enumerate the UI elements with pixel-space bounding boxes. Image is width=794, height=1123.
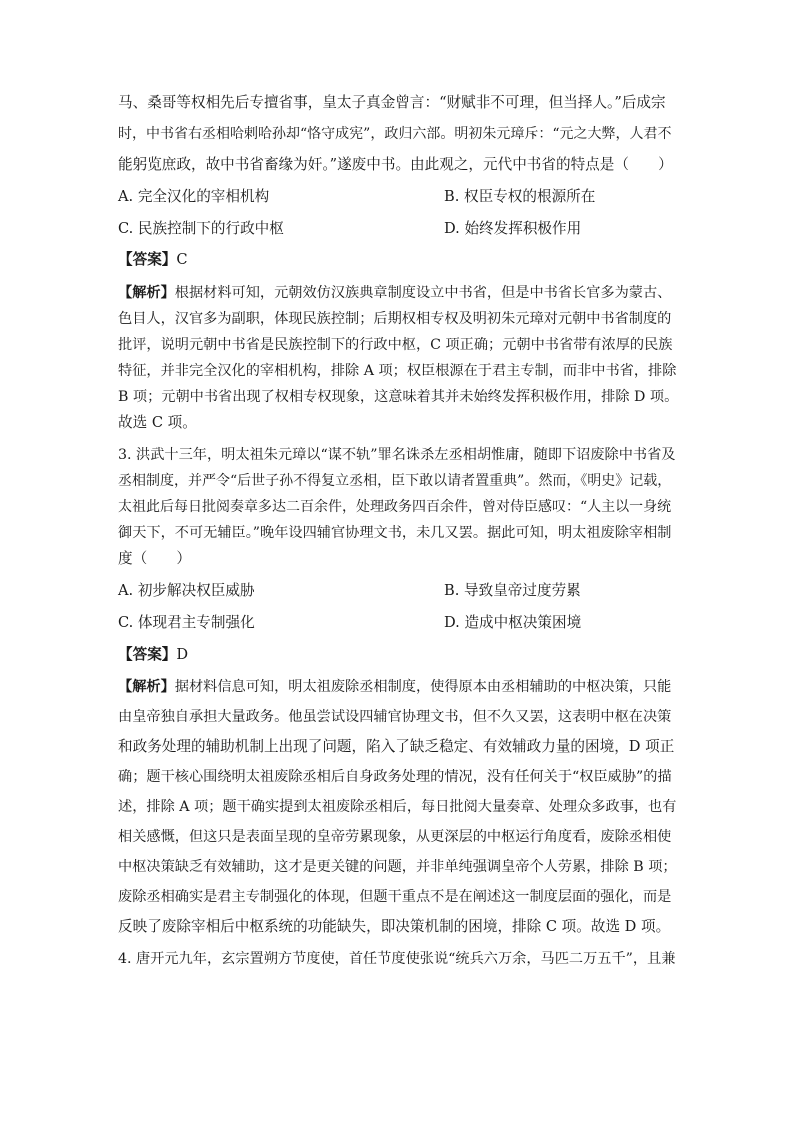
q2-answer bbox=[118, 249, 188, 271]
q2-analysis-line-6: 故选 C 项。 bbox=[118, 414, 197, 431]
q3-analysis-line-9: 反映了废除宰相后中枢系统的功能缺失，即决策机制的困境，排除 C 项。故选 D 项。 bbox=[118, 918, 671, 935]
q3-stem-line-1: 3. 洪武十三年，明太祖朱元璋以“谋不轨”罪名诛杀左丞相胡惟庸，随即下诏废除中书省及 bbox=[118, 447, 676, 463]
q3-stem-line-5: 度（ ） bbox=[118, 550, 191, 567]
answer-value: D bbox=[176, 646, 189, 663]
analysis-tag: 【解析】 bbox=[118, 679, 175, 695]
q2-option-c: C. 民族控制下的行政中枢 bbox=[118, 220, 284, 237]
q2-option-a: A. 完全汉化的宰相机构 bbox=[118, 188, 270, 205]
analysis-text: 据材料信息可知，明太祖废除丞相制度，使得原本由丞相辅助的中枢决策，只能 bbox=[174, 679, 672, 695]
q2-stem-line-1: 马、桑哥等权相先后专擅省事，皇太子真金曾言：“财赋非不可理，但当择人。”后成宗 bbox=[118, 94, 666, 111]
q3-option-d: D. 造成中枢决策困境 bbox=[444, 614, 582, 631]
q2-option-d: D. 始终发挥积极作用 bbox=[444, 220, 582, 237]
q3-answer bbox=[118, 644, 188, 666]
q3-analysis-line-3: 和政务处理的辅助机制上出现了问题，陷入了缺乏稳定、有效辅政力量的困境，D 项正 bbox=[118, 738, 675, 755]
q2-analysis-line-2: 色目人，汉官多为副职，体现民族控制；后期权相专权及明初朱元璋对元朝中书省制度的 bbox=[118, 311, 672, 327]
q2-analysis-line-5: B 项；元朝中书省出现了权相专权现象，这意味着其并未始终发挥积极作用，排除 D 项。 bbox=[118, 389, 679, 405]
q3-stem-line-4: 御天下，不可无辅臣。”晚年设四辅官协理文书，未几又罢。据此可知，明太祖废除宰相制 bbox=[118, 525, 672, 541]
q3-option-b: B. 导致皇帝过度劳累 bbox=[444, 582, 581, 599]
q2-option-b: B. 权臣专权的根源所在 bbox=[444, 188, 596, 205]
q2-analysis-line-1 bbox=[118, 282, 671, 304]
q3-option-c: C. 体现君主专制强化 bbox=[118, 614, 255, 631]
answer-value: C bbox=[176, 251, 188, 268]
q3-analysis-line-4: 确；题干核心围绕明太祖废除丞相后自身政务处理的情况，没有任何关于“权臣威胁”的描 bbox=[118, 769, 672, 785]
q3-analysis-line-2: 由皇帝独自承担大量政务。他虽尝试设四辅官协理文书，但不久又罢，这表明中枢在决策 bbox=[118, 709, 672, 725]
q4-stem-line-1: 4. 唐开元九年，玄宗置朔方节度使，首任节度使张说“统兵六万余，马匹二万五千”，且兼 bbox=[118, 951, 676, 967]
analysis-text: 根据材料可知，元朝效仿汉族典章制度设立中书省，但是中书省长官多为蒙古、 bbox=[174, 285, 672, 301]
q3-analysis-line-6: 相关感慨，但这只是表面呈现的皇帝劳累现象，从更深层的中枢运行角度看，废除丞相使 bbox=[118, 829, 672, 845]
q3-option-a: A. 初步解决权臣威胁 bbox=[118, 582, 255, 599]
q3-stem-line-3: 太祖此后每日批阅奏章多达二百余件，处理政务四百余件，曾对侍臣感叹：“人主以一身统 bbox=[118, 499, 672, 515]
q2-stem-line-3: 能躬览庶政，故中书省畜缘为奸。”遂废中书。由此观之，元代中书省的特点是（ ） bbox=[118, 156, 673, 173]
q3-analysis-line-7: 中枢决策缺乏有效辅助，这才是更关键的问题，并非单纯强调皇帝个人劳累，排除 B 项； bbox=[118, 859, 677, 875]
q3-analysis-line-8: 废除丞相确实是君主专制强化的体现，但题干重点不是在阐述这一制度层面的强化，而是 bbox=[118, 889, 672, 905]
answer-tag: 【答案】 bbox=[118, 646, 177, 663]
q3-analysis-line-5: 述，排除 A 项；题干确实提到太祖废除丞相后，每日批阅大量奏章、处理众多政事，也有 bbox=[118, 799, 677, 815]
q3-stem-line-2: 丞相制度，并严令“后世子孙不得复立丞相，臣下敢以请者置重典”。然而，《明史》记载， bbox=[118, 473, 672, 489]
q3-analysis-line-1 bbox=[118, 676, 671, 698]
analysis-tag: 【解析】 bbox=[118, 285, 175, 301]
answer-tag: 【答案】 bbox=[118, 251, 177, 268]
q2-stem-line-2: 时，中书省右丞相哈剌哈孙却“恪守成宪”，政归六部。明初朱元璋斥：“元之大弊，人君不 bbox=[118, 126, 672, 142]
q2-analysis-line-4: 特征，并非完全汉化的宰相机构，排除 A 项；权臣根源在于君主专制，而非中书省，排除 bbox=[118, 363, 677, 379]
q2-analysis-line-3: 批评，说明元朝中书省是民族控制下的行政中枢，C 项正确；元朝中书省带有浓厚的民族 bbox=[118, 337, 673, 353]
